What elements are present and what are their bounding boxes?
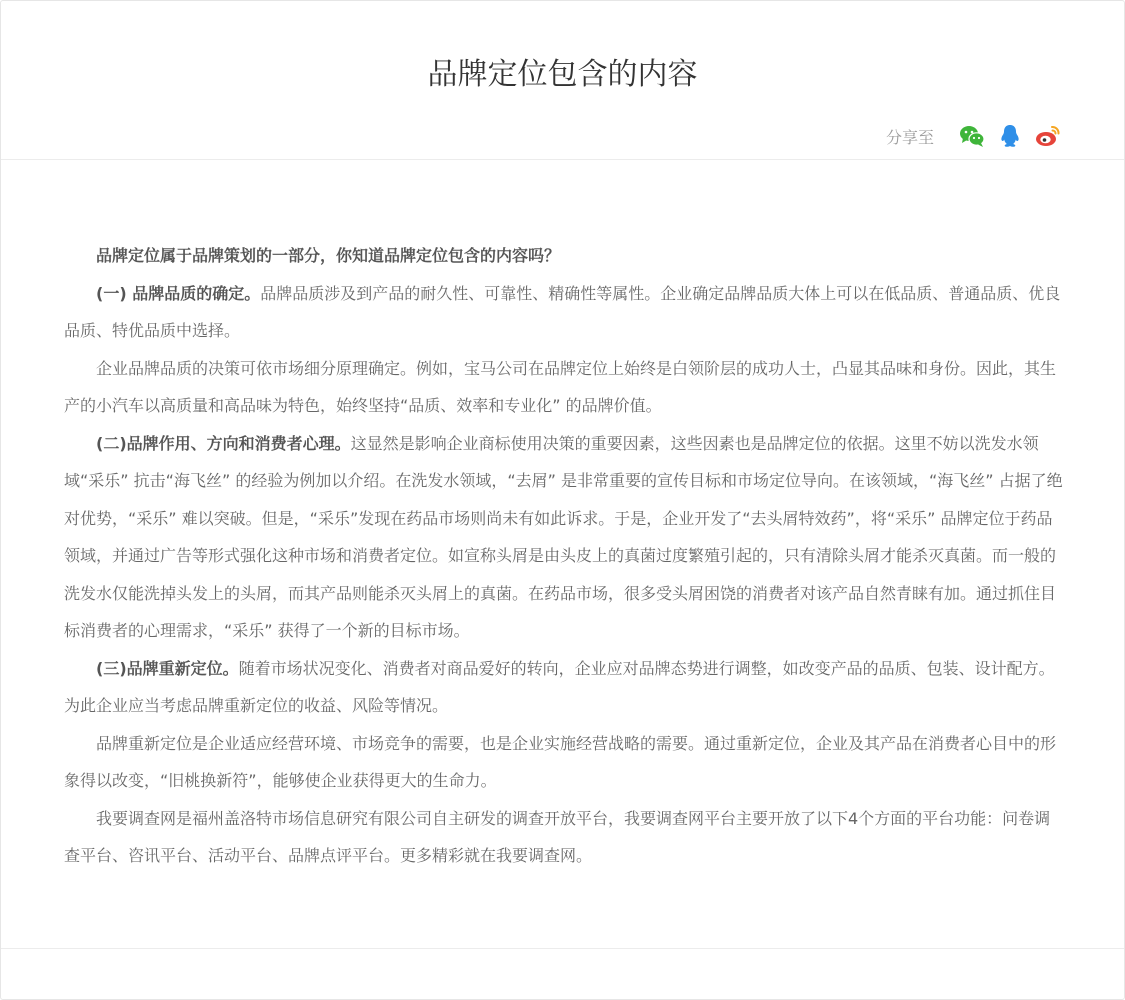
paragraph-heading: (一) 品牌品质的确定。 bbox=[96, 283, 261, 303]
share-bar bbox=[886, 121, 1062, 151]
footer-divider bbox=[1, 948, 1124, 949]
paragraph-text: 品牌品质涉及到产品的耐久性、可靠性、精确性等属性。企业确定品牌品质大体上可以在低品质、普通品质、优良品质、特优品质中选择。 bbox=[64, 283, 1061, 340]
paragraph bbox=[64, 725, 1064, 800]
wechat-icon[interactable] bbox=[958, 122, 986, 150]
paragraph-heading: 品牌定位属于品牌策划的一部分，你知道品牌定位包含的内容吗？ bbox=[96, 246, 561, 265]
paragraph-heading: (三)品牌重新定位。 bbox=[96, 658, 239, 678]
weibo-icon[interactable] bbox=[1034, 122, 1062, 150]
paragraph-heading: (二)品牌作用、方向和消费者心理。 bbox=[96, 433, 351, 453]
paragraph-text: 品牌重新定位是企业适应经营环境、市场竞争的需要，也是企业实施经营战略的需要。通过重新定位，企业及其产品在消费者心目中的形象得以改变，“旧桃换新符”，能够使企业获得更大的生命力。 bbox=[64, 733, 1057, 790]
paragraph-text: 企业品牌品质的决策可依市场细分原理确定。例如，宝马公司在品牌定位上始终是白领阶层的成功人士，凸显其品味和身份。因此，其生产的小汽车以高质量和高品味为特色，始终坚持“品质、效率和专业化” 的品牌价值。 bbox=[64, 358, 1057, 415]
paragraph-text: 这显然是影响企业商标使用决策的重要因素，这些因素也是品牌定位的依据。这里不妨以洗发水领域“采乐” 抗击“海飞丝” 的经验为例加以介绍。在洗发水领域，“去屑” 是非常重要的宣传目标和市场定位导向。在该领域，“海飞丝” 占据了绝对优势，“采乐” 难以突破。但是，“采乐”发现在药品市场则尚未有如此诉求。于是，企业开发了“去头屑特效药”，将“采乐” 品牌定位于药品领域，并通过广告等形式强化这种市场和消费者定位。如宣称头屑是由头皮上的真菌过度繁殖引起的，只有清除头屑才能杀灭真菌。而一般的洗发水仅能洗掉头发上的头屑，而其产品则能杀灭头屑上的真菌。在药品市场，很多受头屑困饶的消费者对该产品自然青睐有加。通过抓住目标消费者的心理需求，“采乐” 获得了一个新的目标市场。 bbox=[64, 433, 1063, 640]
paragraph bbox=[64, 350, 1064, 425]
paragraph bbox=[64, 275, 1064, 350]
article-header bbox=[1, 1, 1124, 160]
paragraph bbox=[64, 800, 1064, 875]
paragraph bbox=[64, 650, 1064, 725]
paragraph bbox=[64, 237, 1064, 275]
paragraph-text: 我要调查网是福州盖洛特市场信息研究有限公司自主研发的调查开放平台，我要调查网平台主要开放了以下4个方面的平台功能：问卷调查平台、咨讯平台、活动平台、品牌点评平台。更多精彩就在我要调查网。 bbox=[64, 808, 1051, 865]
article-body bbox=[64, 237, 1064, 875]
paragraph bbox=[64, 425, 1064, 650]
page-title: 品牌定位包含的内容 bbox=[427, 57, 698, 92]
paragraph-text: 随着市场状况变化、消费者对商品爱好的转向，企业应对品牌态势进行调整，如改变产品的品质、包装、设计配方。为此企业应当考虑品牌重新定位的收益、风险等情况。 bbox=[64, 658, 1055, 715]
share-label: 分享至 bbox=[885, 127, 934, 147]
qq-icon[interactable] bbox=[996, 122, 1024, 150]
